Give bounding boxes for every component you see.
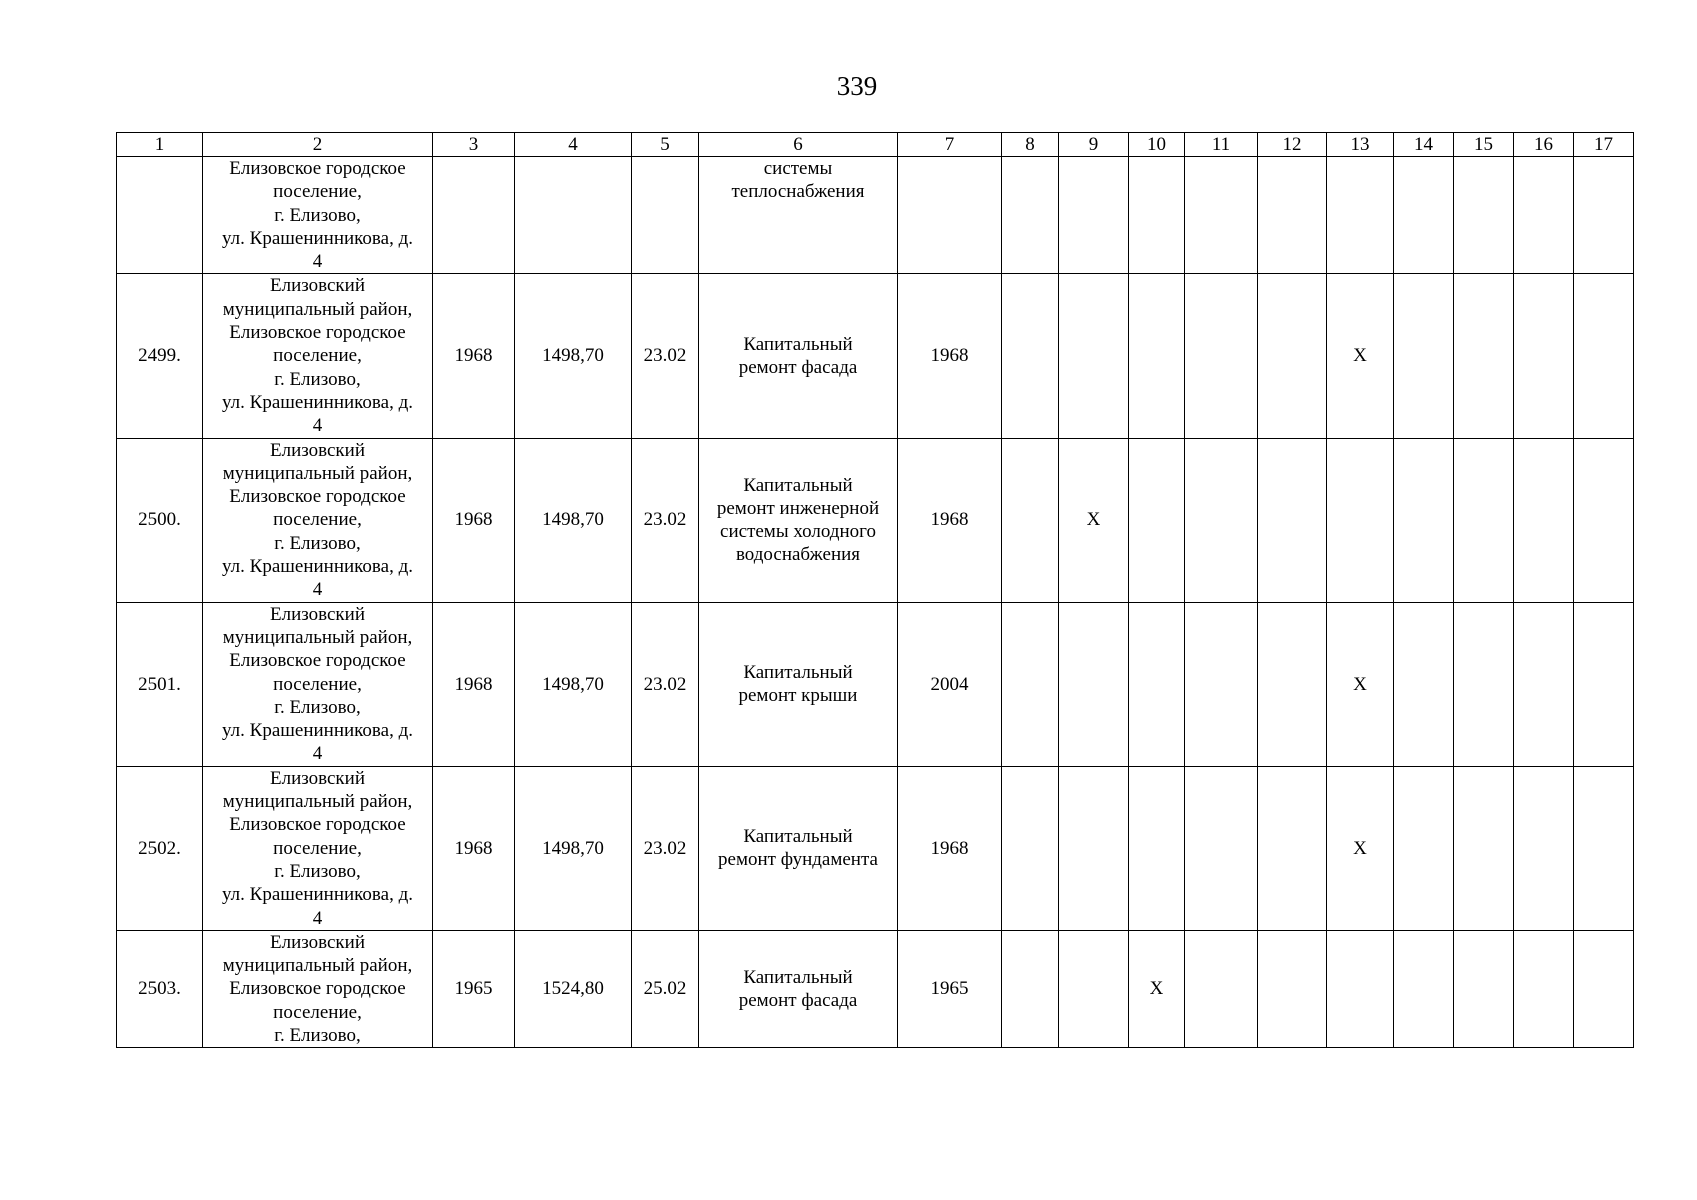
- year-built-cell: 1968: [433, 602, 515, 766]
- column-header: 8: [1002, 133, 1059, 157]
- mark-cell: [1002, 274, 1059, 438]
- mark-cell: [1574, 602, 1634, 766]
- year-built-cell: 1968: [433, 438, 515, 602]
- mark-cell: [1059, 930, 1129, 1047]
- mark-cell: [1002, 157, 1059, 274]
- address-cell: Елизовский муниципальный район, Елизовское городское поселение, г. Елизово,: [203, 930, 433, 1047]
- mark-cell: X: [1059, 438, 1129, 602]
- mark-cell: [1002, 930, 1059, 1047]
- mark-cell: [1059, 157, 1129, 274]
- mark-cell: [1185, 766, 1258, 930]
- mark-cell: [1514, 274, 1574, 438]
- mark-cell: X: [1327, 766, 1394, 930]
- row-number-cell: 2502.: [117, 766, 203, 930]
- column-header: 6: [699, 133, 898, 157]
- mark-cell: [1129, 438, 1185, 602]
- work-type-cell: Капитальный ремонт крыши: [699, 602, 898, 766]
- column-header: 17: [1574, 133, 1634, 157]
- mark-cell: [1394, 274, 1454, 438]
- wear-cell: 25.02: [632, 930, 699, 1047]
- mark-cell: [1327, 930, 1394, 1047]
- work-year-cell: 1965: [898, 930, 1002, 1047]
- area-cell: 1498,70: [515, 766, 632, 930]
- mark-cell: [1514, 602, 1574, 766]
- mark-cell: [1185, 930, 1258, 1047]
- mark-cell: [1258, 602, 1327, 766]
- mark-cell: [1574, 274, 1634, 438]
- mark-cell: [1258, 766, 1327, 930]
- year-built-cell: 1968: [433, 766, 515, 930]
- wear-cell: [632, 157, 699, 274]
- area-cell: 1498,70: [515, 438, 632, 602]
- row-number-cell: 2503.: [117, 930, 203, 1047]
- mark-cell: [1574, 157, 1634, 274]
- mark-cell: [1258, 274, 1327, 438]
- address-cell: Елизовское городское поселение, г. Елизово, ул. Крашенинникова, д. 4: [203, 157, 433, 274]
- year-built-cell: [433, 157, 515, 274]
- mark-cell: [1394, 930, 1454, 1047]
- column-header: 11: [1185, 133, 1258, 157]
- mark-cell: [1185, 438, 1258, 602]
- table-row: [117, 766, 1634, 930]
- mark-cell: [1258, 930, 1327, 1047]
- work-year-cell: 2004: [898, 602, 1002, 766]
- mark-cell: [1394, 766, 1454, 930]
- work-type-cell: Капитальный ремонт инженерной системы холодного водоснабжения: [699, 438, 898, 602]
- address-cell: Елизовский муниципальный район, Елизовское городское поселение, г. Елизово, ул. Крашенинникова, д. 4: [203, 602, 433, 766]
- mark-cell: [1002, 766, 1059, 930]
- table-row: [117, 602, 1634, 766]
- wear-cell: 23.02: [632, 602, 699, 766]
- year-built-cell: 1968: [433, 274, 515, 438]
- register-table: [116, 132, 1634, 1048]
- column-header: 14: [1394, 133, 1454, 157]
- work-year-cell: 1968: [898, 438, 1002, 602]
- mark-cell: [1454, 930, 1514, 1047]
- mark-cell: [1327, 438, 1394, 602]
- mark-cell: [1454, 157, 1514, 274]
- column-header: 5: [632, 133, 699, 157]
- wear-cell: 23.02: [632, 438, 699, 602]
- column-header: 12: [1258, 133, 1327, 157]
- mark-cell: [1574, 766, 1634, 930]
- column-header: 1: [117, 133, 203, 157]
- mark-cell: [1002, 438, 1059, 602]
- mark-cell: [1185, 157, 1258, 274]
- mark-cell: [1514, 157, 1574, 274]
- mark-cell: [1514, 766, 1574, 930]
- mark-cell: X: [1129, 930, 1185, 1047]
- address-cell: Елизовский муниципальный район, Елизовское городское поселение, г. Елизово, ул. Крашенинникова, д. 4: [203, 274, 433, 438]
- mark-cell: [1059, 274, 1129, 438]
- mark-cell: X: [1327, 274, 1394, 438]
- mark-cell: [1574, 438, 1634, 602]
- mark-cell: [1129, 602, 1185, 766]
- address-cell: Елизовский муниципальный район, Елизовское городское поселение, г. Елизово, ул. Крашенинникова, д. 4: [203, 438, 433, 602]
- mark-cell: [1394, 157, 1454, 274]
- mark-cell: [1394, 602, 1454, 766]
- year-built-cell: 1965: [433, 930, 515, 1047]
- wear-cell: 23.02: [632, 274, 699, 438]
- table-row-continuation: [117, 157, 1634, 274]
- table-row: [117, 438, 1634, 602]
- mark-cell: [1454, 602, 1514, 766]
- mark-cell: [1574, 930, 1634, 1047]
- area-cell: 1498,70: [515, 602, 632, 766]
- table-row: [117, 930, 1634, 1047]
- work-year-cell: 1968: [898, 274, 1002, 438]
- address-cell: Елизовский муниципальный район, Елизовское городское поселение, г. Елизово, ул. Крашенинникова, д. 4: [203, 766, 433, 930]
- mark-cell: [1394, 438, 1454, 602]
- page-number: 339: [836, 71, 878, 101]
- column-header: 3: [433, 133, 515, 157]
- row-number-cell: 2501.: [117, 602, 203, 766]
- table-row: [117, 274, 1634, 438]
- mark-cell: [1454, 766, 1514, 930]
- mark-cell: [1002, 602, 1059, 766]
- work-type-cell: Капитальный ремонт фундамента: [699, 766, 898, 930]
- work-type-cell: Капитальный ремонт фасада: [699, 274, 898, 438]
- row-number-cell: 2499.: [117, 274, 203, 438]
- column-header: 16: [1514, 133, 1574, 157]
- work-type-cell: Капитальный ремонт фасада: [699, 930, 898, 1047]
- mark-cell: [1129, 274, 1185, 438]
- work-type-cell: системы теплоснабжения: [699, 157, 898, 274]
- mark-cell: [1185, 274, 1258, 438]
- area-cell: [515, 157, 632, 274]
- wear-cell: 23.02: [632, 766, 699, 930]
- column-header: 10: [1129, 133, 1185, 157]
- column-header: 13: [1327, 133, 1394, 157]
- mark-cell: [1454, 438, 1514, 602]
- column-header: 15: [1454, 133, 1514, 157]
- work-year-cell: 1968: [898, 766, 1002, 930]
- column-number-row: [117, 133, 1634, 157]
- row-number-cell: 2500.: [117, 438, 203, 602]
- mark-cell: [1327, 157, 1394, 274]
- mark-cell: [1454, 274, 1514, 438]
- mark-cell: [1514, 930, 1574, 1047]
- area-cell: 1524,80: [515, 930, 632, 1047]
- column-header: 9: [1059, 133, 1129, 157]
- column-header: 4: [515, 133, 632, 157]
- mark-cell: [1258, 157, 1327, 274]
- mark-cell: [1185, 602, 1258, 766]
- column-header: 7: [898, 133, 1002, 157]
- work-year-cell: [898, 157, 1002, 274]
- mark-cell: [1129, 766, 1185, 930]
- row-number-cell: [117, 157, 203, 274]
- area-cell: 1498,70: [515, 274, 632, 438]
- mark-cell: X: [1327, 602, 1394, 766]
- mark-cell: [1059, 766, 1129, 930]
- mark-cell: [1514, 438, 1574, 602]
- mark-cell: [1059, 602, 1129, 766]
- mark-cell: [1258, 438, 1327, 602]
- column-header: 2: [203, 133, 433, 157]
- mark-cell: [1129, 157, 1185, 274]
